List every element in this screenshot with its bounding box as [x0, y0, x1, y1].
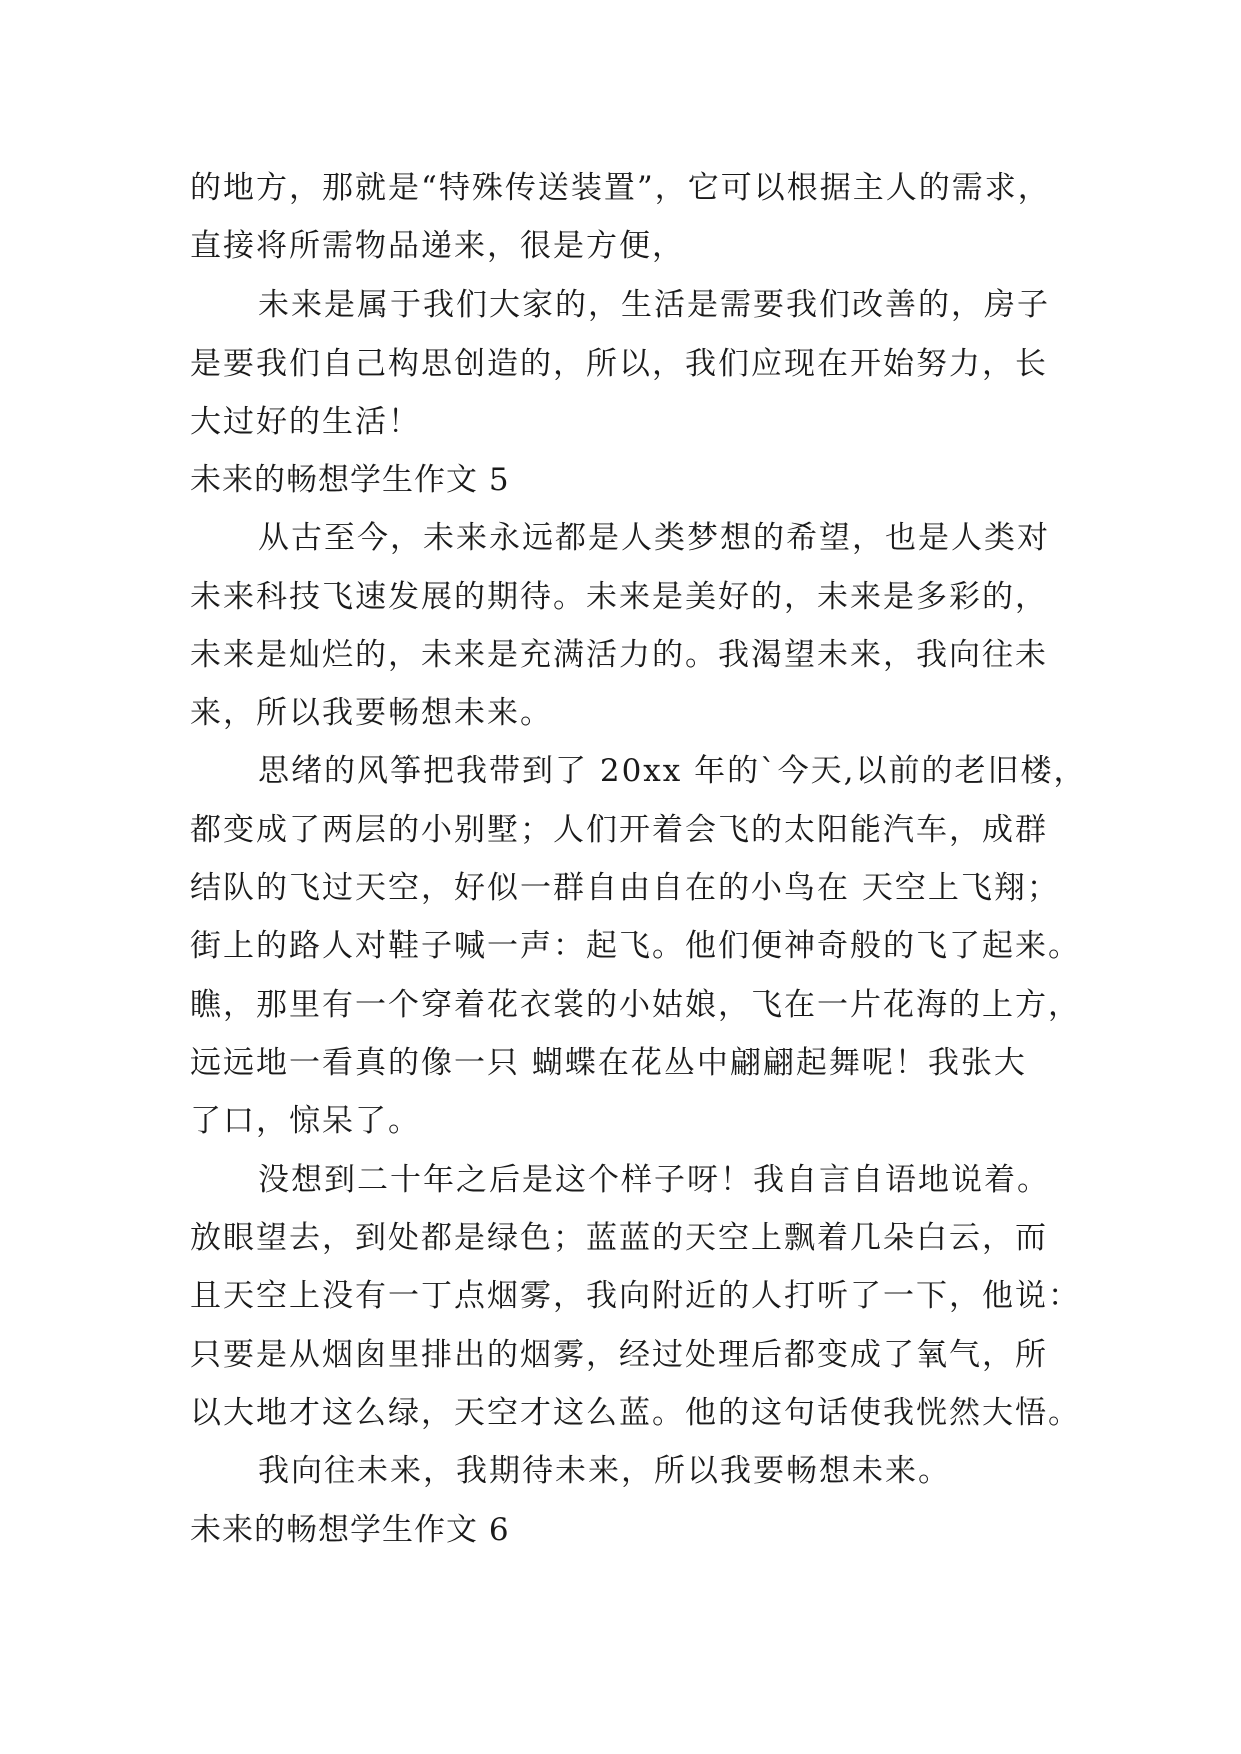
text-line: 以大地才这么绿，天空才这么蓝。他的这句话使我恍然大悟。 [190, 1395, 1081, 1431]
text-line: 是要我们自己构思创造的，所以，我们应现在开始努力，长 [190, 346, 1048, 382]
text-line: 远远地一看真的像一只 蝴蝶在花丛中翩翩起舞呢！我张大 [190, 1045, 1027, 1081]
paragraph-start-line: 思绪的风筝把我带到了 20xx 年的`今天,以前的老旧楼， [258, 753, 1087, 789]
text-line: 街上的路人对鞋子喊一声：起飞。他们便神奇般的飞了起来。 [190, 928, 1081, 964]
section-heading: 未来的畅想学生作文 5 [190, 462, 510, 498]
text-line: 未来是灿烂的，未来是充满活力的。我渴望未来，我向往未 [190, 637, 1048, 673]
text-line: 大过好的生活！ [190, 404, 421, 440]
text-line: 的地方，那就是“特殊传送装置”，它可以根据主人的需求， [190, 170, 1051, 206]
text-line: 放眼望去，到处都是绿色；蓝蓝的天空上飘着几朵白云，而 [190, 1220, 1048, 1256]
text-line: 来，所以我要畅想未来。 [190, 695, 553, 731]
text-line: 只要是从烟囱里排出的烟雾，经过处理后都变成了氧气，所 [190, 1337, 1048, 1373]
text-line: 了口，惊呆了。 [190, 1103, 421, 1139]
text-line: 结队的飞过天空，好似一群自由自在的小鸟在 天空上飞翔； [190, 870, 1060, 906]
paragraph-start-line: 未来是属于我们大家的，生活是需要我们改善的，房子 [258, 287, 1050, 323]
text-line: 都变成了两层的小别墅；人们开着会飞的太阳能汽车，成群 [190, 812, 1048, 848]
text-line: 且天空上没有一丁点烟雾，我向附近的人打听了一下，他说： [190, 1278, 1081, 1314]
text-line: 瞧，那里有一个穿着花衣裳的小姑娘，飞在一片花海的上方， [190, 987, 1081, 1023]
paragraph-start-line: 没想到二十年之后是这个样子呀！我自言自语地说着。 [258, 1162, 1050, 1198]
section-heading: 未来的畅想学生作文 6 [190, 1512, 510, 1548]
paragraph-start-line: 我向往未来，我期待未来，所以我要畅想未来。 [258, 1453, 951, 1489]
text-line: 直接将所需物品递来，很是方便， [190, 228, 685, 264]
paragraph-start-line: 从古至今，未来永远都是人类梦想的希望，也是人类对 [258, 520, 1050, 556]
text-line: 未来科技飞速发展的期待。未来是美好的，未来是多彩的， [190, 579, 1048, 615]
